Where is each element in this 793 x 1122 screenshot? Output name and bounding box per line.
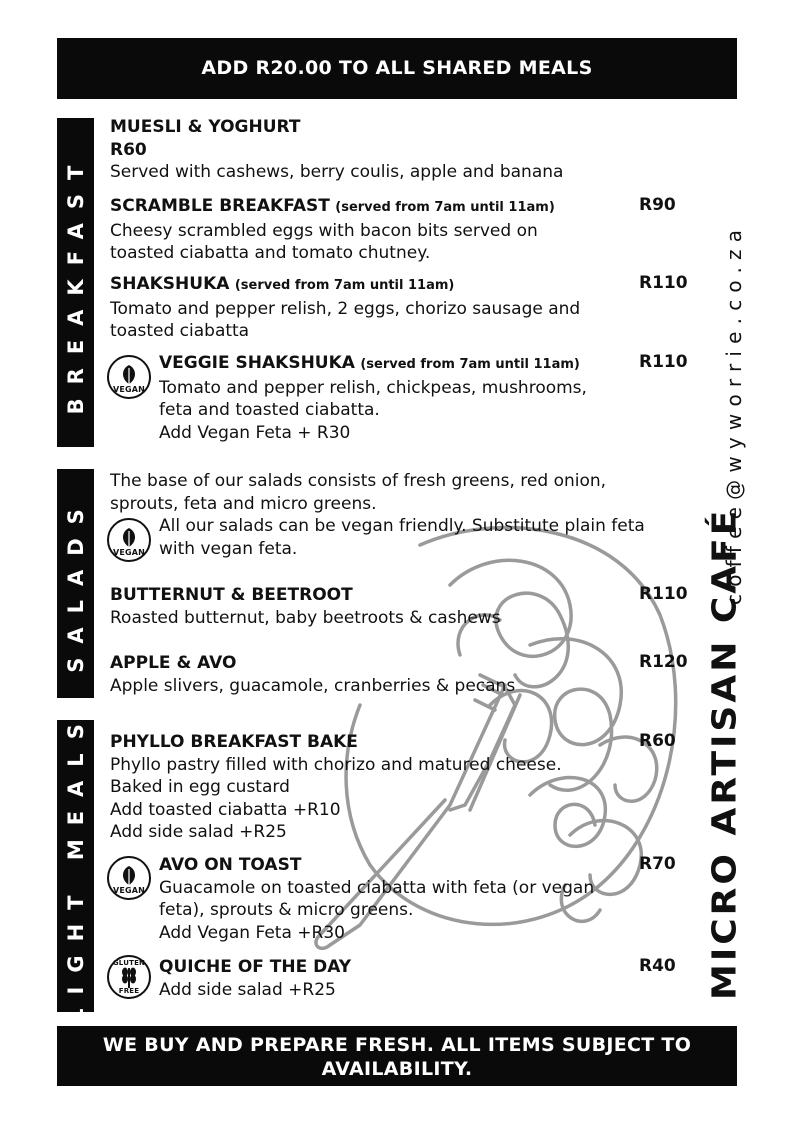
menu-item-phyllo xyxy=(110,731,562,844)
price-shakshuka: R110 xyxy=(639,273,688,293)
item-description: Add toasted ciabatta +R10 xyxy=(110,799,341,820)
price-veggie-shakshuka: R110 xyxy=(639,352,688,372)
menu-item-quiche xyxy=(159,956,351,1001)
item-name: PHYLLO BREAKFAST BAKE xyxy=(110,732,358,752)
section-tab-light-meals xyxy=(57,710,94,1022)
menu-item-shakshuka xyxy=(110,273,580,343)
item-note: (served from 7am until 11am) xyxy=(234,278,455,293)
item-name: AVO ON TOAST xyxy=(159,855,302,875)
section-label-breakfast: BREAKFAST xyxy=(63,151,88,414)
salads-intro-line: The base of our salads consists of fresh greens, red onion, xyxy=(110,471,607,491)
menu-item-apple-avo xyxy=(110,652,515,697)
salads-intro xyxy=(110,470,606,515)
price-avo-toast: R70 xyxy=(639,854,676,874)
vegan-badge-icon xyxy=(107,856,151,900)
bottom-banner xyxy=(57,1026,737,1086)
menu-item-butternut xyxy=(110,584,501,629)
item-name: QUICHE OF THE DAY xyxy=(159,957,352,977)
badge-label: VEGAN xyxy=(112,886,146,895)
item-description: feta and toasted ciabatta. xyxy=(159,400,380,420)
item-description: Phyllo pastry filled with chorizo and matured cheese. xyxy=(110,754,562,775)
item-description: Add side salad +R25 xyxy=(159,979,336,1000)
price-phyllo: R60 xyxy=(639,731,676,751)
bottom-banner-line: AVAILABILITY. xyxy=(321,1058,473,1080)
price-butternut: R110 xyxy=(639,584,688,604)
item-description: Roasted butternut, baby beetroots & cashews xyxy=(110,607,501,628)
section-label-salads: SALADS xyxy=(63,494,88,673)
vegan-badge-icon xyxy=(107,518,151,562)
gluten-free-badge-icon xyxy=(107,955,151,999)
item-description: Add side salad +R25 xyxy=(110,822,287,842)
contact-email: coffee@wyworrie.co.za xyxy=(722,222,746,605)
brand-name: MICRO ARTISAN CAFÉ xyxy=(706,507,744,1000)
badge-label-top: GLUTEN xyxy=(112,959,146,967)
price-quiche: R40 xyxy=(639,956,676,976)
top-banner: ADD R20.00 TO ALL SHARED MEALS xyxy=(57,38,737,99)
section-label-light-meals: LIGHT MEALS xyxy=(63,710,88,1022)
item-name: SHAKSHUKA xyxy=(110,274,230,294)
item-description: Served with cashews, berry coulis, apple and banana xyxy=(110,162,564,182)
item-description: Guacamole on toasted ciabatta with feta (or vegan xyxy=(159,877,595,898)
badge-label: VEGAN xyxy=(112,548,146,557)
menu-item-avo-toast xyxy=(159,854,594,944)
item-description: toasted ciabatta xyxy=(110,321,250,341)
item-description: Apple slivers, guacamole, cranberries & pecans xyxy=(110,675,516,696)
item-description: Cheesy scrambled eggs with bacon bits served on xyxy=(110,220,538,241)
menu-item-scramble xyxy=(110,195,555,265)
item-name: MUESLI & YOGHURT xyxy=(110,117,301,137)
item-note: (served from 7am until 11am) xyxy=(335,200,555,215)
item-description: Add Vegan Feta + R30 xyxy=(159,422,351,443)
bottom-banner-line: WE BUY AND PREPARE FRESH. ALL ITEMS SUBJECT TO xyxy=(102,1034,692,1056)
item-description: Tomato and pepper relish, chickpeas, mushrooms, xyxy=(159,377,587,398)
item-note: (served from 7am until 11am) xyxy=(360,357,580,372)
section-tab-breakfast xyxy=(57,118,94,447)
item-description: Tomato and pepper relish, 2 eggs, chorizo sausage and xyxy=(110,298,581,319)
item-price: R60 xyxy=(110,139,147,160)
item-description: feta), sprouts & micro greens. xyxy=(159,900,414,920)
salads-vegan-note xyxy=(159,515,645,560)
item-description: Add Vegan Feta +R30 xyxy=(159,922,345,943)
item-description: Baked in egg custard xyxy=(110,777,290,797)
item-name: BUTTERNUT & BEETROOT xyxy=(110,585,353,605)
price-scramble: R90 xyxy=(639,195,676,215)
salads-intro-line: sprouts, feta and micro greens. xyxy=(110,493,377,514)
badge-label: VEGAN xyxy=(112,385,146,394)
badge-label-bottom: FREE xyxy=(118,987,140,995)
vegan-note-line: All our salads can be vegan friendly. Substitute plain feta xyxy=(159,516,645,536)
item-name: VEGGIE SHAKSHUKA xyxy=(159,353,355,373)
menu-item-veggie-shakshuka xyxy=(159,352,587,444)
item-name: APPLE & AVO xyxy=(110,653,237,673)
vegan-note-line: with vegan feta. xyxy=(159,538,298,559)
menu-item-muesli xyxy=(110,116,563,184)
item-name: SCRAMBLE BREAKFAST xyxy=(110,196,330,216)
price-apple-avo: R120 xyxy=(639,652,688,672)
item-description: toasted ciabatta and tomato chutney. xyxy=(110,243,431,263)
vegan-badge-icon xyxy=(107,355,151,399)
section-tab-salads xyxy=(57,469,94,698)
